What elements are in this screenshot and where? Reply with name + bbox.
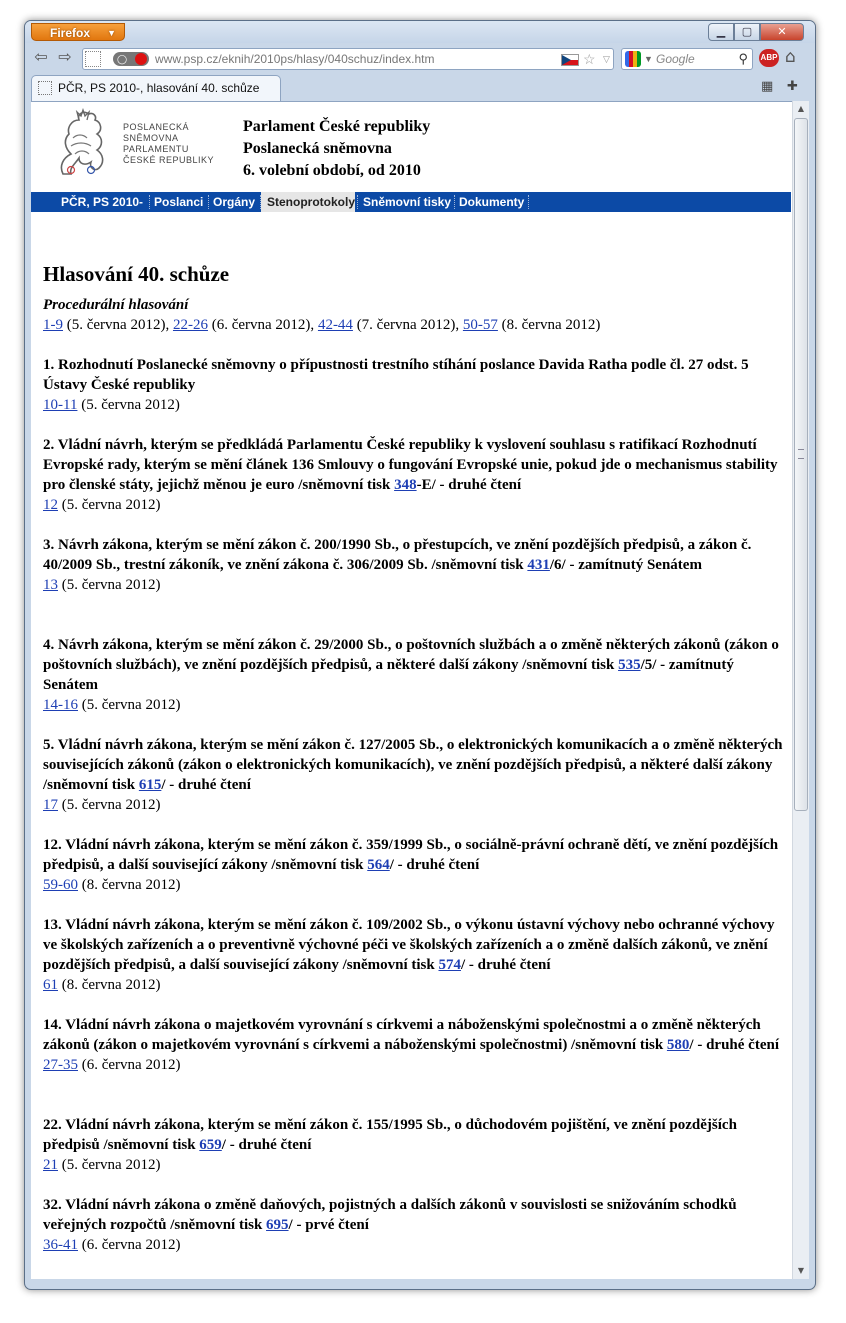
agenda-item-title <box>43 1015 783 1055</box>
agenda-item-title-tail: / - druhé čtení <box>389 857 480 873</box>
vote-date: (5. června 2012) <box>58 1157 161 1173</box>
close-window-button[interactable]: ✕ <box>760 23 804 41</box>
home-icon[interactable]: ⌂ <box>785 47 796 67</box>
agenda-item-title-tail: / - druhé čtení <box>460 957 551 973</box>
agenda-item <box>43 915 783 995</box>
vote-range-link[interactable]: 36-41 <box>43 1237 78 1253</box>
agenda-item <box>43 1015 783 1075</box>
vote-date: (7. června 2012), <box>352 317 463 333</box>
browser-window <box>24 20 816 1290</box>
tab-current[interactable] <box>31 75 281 101</box>
scroll-thumb[interactable] <box>794 118 808 811</box>
agenda-item <box>43 1115 783 1175</box>
vote-links <box>43 975 783 995</box>
agenda-item-title-tail: / - druhé čtení <box>221 1137 312 1153</box>
vote-range-link[interactable]: 22-26 <box>172 317 208 333</box>
vote-links <box>43 1055 783 1075</box>
logo-line: PARLAMENTU <box>123 144 189 154</box>
page-favicon-icon <box>38 81 52 95</box>
tab-groups-icon[interactable]: ▦ <box>761 79 774 94</box>
tisk-link[interactable]: 659 <box>199 1137 222 1153</box>
menu-separator <box>208 195 209 209</box>
site-title-line: 6. volební období, od 2010 <box>243 162 421 179</box>
history-dropdown-icon[interactable]: ▽ <box>603 54 610 64</box>
search-icon[interactable]: ⚲ <box>738 51 748 66</box>
search-bar[interactable] <box>621 48 753 70</box>
tisk-link[interactable]: 615 <box>138 777 162 793</box>
grip-icon <box>798 449 804 459</box>
agenda-item-title-text: 13. Vládní návrh zákona, kterým se mění zákon č. 109/2002 Sb., o výkonu ústavní výchovy nebo ochranné výchovy ve školských zařízeních a o preventivně výchovné péči ve školských zařízeních a o změně dalších zákonů, ve znění pozdějších předpisů, a další související zákony /sněmovní tisk <box>43 917 775 973</box>
vote-links <box>43 795 783 815</box>
vote-range-link[interactable]: 1-9 <box>43 317 63 333</box>
tisk-link[interactable]: 535 <box>618 657 641 673</box>
tisk-link[interactable]: 564 <box>367 857 390 873</box>
vertical-scrollbar[interactable] <box>792 101 809 1279</box>
menu-separator <box>528 195 529 209</box>
agenda-item-title-tail: -E/ - druhé čtení <box>416 477 522 493</box>
vote-links <box>43 495 783 515</box>
menu-item-poslanci[interactable]: Poslanci <box>154 195 204 209</box>
agenda-item <box>43 835 783 895</box>
agenda-item-title-tail: /5/ - zamítnutý Senátem <box>43 657 734 693</box>
site-title <box>243 116 430 182</box>
czech-flag-icon <box>561 54 579 66</box>
tisk-link[interactable]: 695 <box>266 1217 289 1233</box>
agenda-item-title-text: 2. Vládní návrh, kterým se předkládá Parlamentu České republiky k vyslovení souhlasu s ratifikací Rozhodnutí Evropské rady, kterým se mění článek 136 Smlouvy o fungování Evropské unie, pokud jde o mechanismus stability pro členské státy, jejichž měnou je euro /sněmovní tisk <box>43 437 778 493</box>
firefox-menu-label: Firefox <box>50 26 91 40</box>
agenda-item <box>43 435 783 515</box>
address-bar[interactable] <box>82 48 614 70</box>
agenda-item-title <box>43 735 783 795</box>
vote-range-link[interactable]: 13 <box>43 577 58 593</box>
logo-line: ČESKÉ REPUBLIKY <box>123 155 215 165</box>
agenda-item-title <box>43 915 783 975</box>
agenda-item-title-tail: / - prvé čtení <box>288 1217 369 1233</box>
tisk-link[interactable]: 431 <box>527 557 550 573</box>
logo-line: POSLANECKÁ <box>123 122 190 132</box>
vote-date: (6. června 2012), <box>207 317 318 333</box>
agenda-item-title <box>43 355 783 395</box>
tab-bar <box>25 73 815 101</box>
vote-links <box>43 395 783 415</box>
tisk-link[interactable]: 348 <box>394 477 417 493</box>
agenda-item-title <box>43 1115 783 1155</box>
vote-date: (5. června 2012) <box>58 497 161 513</box>
vote-range-link[interactable]: 17 <box>43 797 58 813</box>
agenda-item <box>43 295 783 335</box>
site-title-line: Poslanecká sněmovna <box>243 140 392 157</box>
menu-separator <box>357 195 358 209</box>
vote-range-link[interactable]: 61 <box>43 977 58 993</box>
agenda-item-title-text: 22. Vládní návrh zákona, kterým se mění zákon č. 155/1995 Sb., o důchodovém pojištění, ve znění pozdějších předpisů /sněmovní tisk <box>43 1117 737 1153</box>
google-icon[interactable] <box>625 51 641 67</box>
menu-separator <box>149 195 150 209</box>
back-arrow-icon[interactable]: ⇦ <box>34 47 48 66</box>
vote-links <box>43 1155 783 1175</box>
vote-range-link[interactable]: 42-44 <box>317 317 353 333</box>
vote-date: (5. června 2012), <box>63 317 173 333</box>
vote-links <box>43 695 783 715</box>
agenda-item-title <box>43 535 783 575</box>
logo-text <box>123 122 214 166</box>
page-viewport <box>31 101 792 1280</box>
vote-range-link[interactable]: 50-57 <box>462 317 498 333</box>
chevron-down-icon: ▼ <box>107 28 116 38</box>
agenda-item <box>43 355 783 415</box>
vote-date: (5. června 2012) <box>77 397 180 413</box>
logo-line: SNĚMOVNA <box>123 133 179 143</box>
agenda-item <box>43 735 783 815</box>
vote-range-link[interactable]: 27-35 <box>43 1057 78 1073</box>
site-header <box>31 102 792 198</box>
site-identity-icon[interactable] <box>85 51 101 67</box>
vote-date: (5. června 2012) <box>58 577 161 593</box>
agenda-item-title <box>43 295 783 315</box>
tisk-link[interactable]: 574 <box>438 957 461 973</box>
agenda-item-title-text: 32. Vládní návrh zákona o změně daňových, pojistných a dalších zákonů v souvislosti se snižováním schodků veřejných rozpočtů /sněmovní tisk <box>43 1197 737 1233</box>
menu-separator <box>454 195 455 209</box>
agenda-item-title-text: Procedurální hlasování <box>43 297 189 313</box>
tab-title: PČR, PS 2010-, hlasování 40. schůze <box>58 81 260 95</box>
chevron-down-icon[interactable]: ▼ <box>644 54 653 64</box>
vote-range-link[interactable]: 14-16 <box>43 697 78 713</box>
vote-date: (5. června 2012) <box>58 797 161 813</box>
menu-item-dokumenty[interactable]: Dokumenty <box>459 195 525 209</box>
agenda-item-title-text: 5. Vládní návrh zákona, kterým se mění zákon č. 127/2005 Sb., o elektronických komunikacích a o změně některých souvisejících zákonů (zákon o elektronických komunikacích), ve znění pozdějších předpisů, a některé další zákony /sněmovní tisk <box>43 737 783 793</box>
maximize-button[interactable]: ▢ <box>734 23 760 41</box>
main-menu <box>31 192 791 212</box>
agenda-item-title-text: 1. Rozhodnutí Poslanecké sněmovny o přípustnosti trestního stíhání poslance Davida Ratha podle čl. 27 odst. 5 Ústavy České republiky <box>43 357 749 393</box>
agenda-item-title-text: 14. Vládní návrh zákona o majetkovém vyrovnání s církvemi a náboženskými společnostmi a o změně některých zákonů (zákon o majetkovém vyrovnání s církvemi a náboženskými společnostmi) /sněmovní tisk <box>43 1017 761 1053</box>
bookmark-star-icon[interactable]: ☆ <box>583 51 596 67</box>
minimize-button[interactable]: ▁ <box>708 23 734 41</box>
agenda-item-title-tail: / - druhé čtení <box>689 1037 779 1053</box>
scroll-down-arrow-icon[interactable]: ▼ <box>797 1266 805 1275</box>
url-text[interactable]: www.psp.cz/eknih/2010ps/hlasy/040schuz/index.htm <box>155 52 435 66</box>
agenda-item-title-text: 4. Návrh zákona, kterým se mění zákon č. 29/2000 Sb., o poštovních službách a o změně některých zákonů (zákon o poštovních službách), ve znění pozdějších předpisů, a některé další zákony /sněmovní tisk <box>43 637 779 673</box>
navigation-toolbar <box>25 43 815 73</box>
page-heading: Hlasování 40. schůze <box>43 262 230 286</box>
vote-links <box>43 315 783 335</box>
vote-date: (8. června 2012) <box>58 977 161 993</box>
agenda-item <box>43 1195 783 1255</box>
menu-item-snemovni-tisky[interactable]: Sněmovní tisky <box>363 195 452 209</box>
vote-date: (5. června 2012) <box>78 697 181 713</box>
forward-arrow-icon[interactable]: ⇨ <box>58 47 72 66</box>
agenda-item-title-text: 3. Návrh zákona, kterým se mění zákon č. 200/1990 Sb., o přestupcích, ve znění pozdějších předpisů, a zákon č. 40/2009 Sb., trestní zákoník, ve znění zákona č. 306/2009 Sb. /sněmovní tisk <box>43 537 752 573</box>
vote-links <box>43 1235 783 1255</box>
vote-range-link[interactable]: 59-60 <box>43 877 78 893</box>
agenda-item-title <box>43 1195 783 1235</box>
agenda-item-title-tail: /6/ - zamítnutý Senátem <box>549 557 702 573</box>
vote-range-link[interactable]: 21 <box>43 1157 58 1173</box>
vote-date: (8. června 2012) <box>78 877 181 893</box>
status-bar <box>31 1279 809 1287</box>
site-title-line: Parlament České republiky <box>243 118 431 135</box>
firefox-menu-button[interactable] <box>31 23 125 41</box>
agenda-item-title-text: 12. Vládní návrh zákona, kterým se mění zákon č. 359/1999 Sb., o sociálně-právní ochraně dětí, ve znění pozdějších předpisů, a další související zákony /sněmovní tisk <box>43 837 779 873</box>
agenda-item-title <box>43 635 783 695</box>
tisk-link[interactable]: 580 <box>666 1037 690 1053</box>
agenda-item <box>43 535 783 595</box>
search-input[interactable]: Google <box>656 52 695 66</box>
vote-date: (8. června 2012) <box>497 317 601 333</box>
vote-date: (6. června 2012) <box>78 1057 181 1073</box>
vote-range-link[interactable]: 10-11 <box>43 397 78 413</box>
vote-links <box>43 575 783 595</box>
title-bar <box>25 21 815 43</box>
vote-date: (6. června 2012) <box>78 1237 181 1253</box>
menu-item-organy[interactable]: Orgány <box>213 195 256 209</box>
agenda-item-title <box>43 435 783 495</box>
scroll-up-arrow-icon[interactable]: ▲ <box>797 104 805 113</box>
new-tab-icon[interactable]: ✚ <box>787 79 798 94</box>
vote-links <box>43 875 783 895</box>
czech-lion-emblem-icon <box>49 108 113 180</box>
agenda-item-title <box>43 835 783 875</box>
menu-item-pcr[interactable]: PČR, PS 2010- <box>61 195 144 209</box>
vote-range-link[interactable]: 12 <box>43 497 58 513</box>
adblock-plus-icon[interactable]: ABP <box>759 49 779 67</box>
agenda-item <box>43 635 783 715</box>
menu-item-stenoprotokoly[interactable]: Stenoprotokoly <box>261 192 355 212</box>
no-script-icon[interactable]: ◯ <box>113 52 149 66</box>
agenda-item-title-tail: / - druhé čtení <box>161 777 251 793</box>
